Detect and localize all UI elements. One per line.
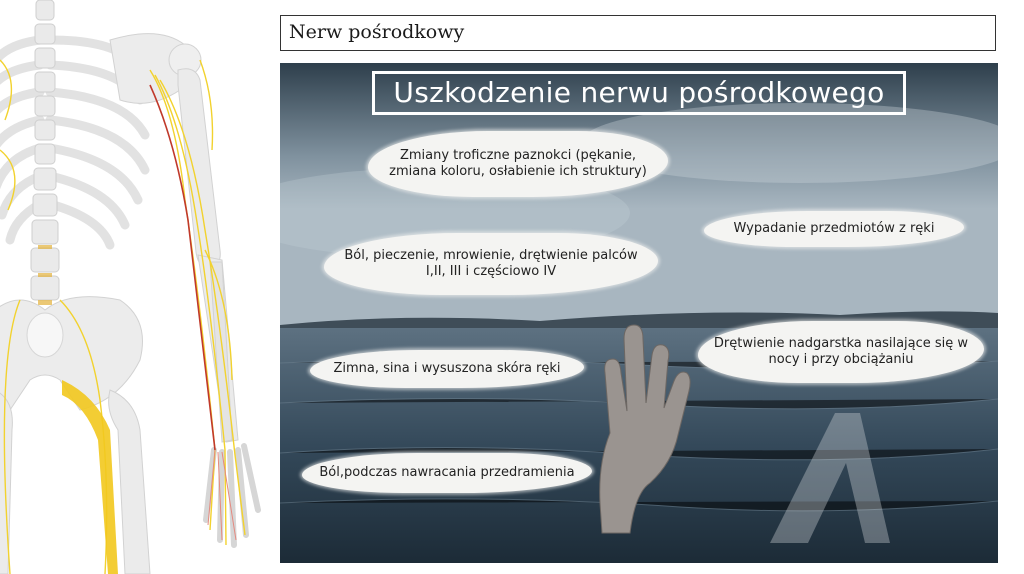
symptom-text: Zmiany troficzne paznokci (pękanie, zmiana koloru, osłabienie ich struktury) xyxy=(389,148,647,179)
symptom-label-wrist xyxy=(698,321,984,383)
symptom-text: Zimna, sina i wysuszona skóra ręki xyxy=(333,361,561,376)
symptom-text: Wypadanie przedmiotów z ręki xyxy=(733,221,935,236)
symptom-label-skin xyxy=(310,350,584,388)
symptom-text: Ból, pieczenie, mrowienie, drętwienie palców I,II, III i częściowo IV xyxy=(344,248,638,279)
symptom-label-pain xyxy=(324,233,658,295)
symptom-text: Drętwienie nadgarstka nasilające się w nocy i przy obciążaniu xyxy=(713,336,969,367)
drowning-hand-photo xyxy=(280,63,998,563)
symptom-label-nails xyxy=(368,131,668,197)
slide-title: Nerw pośrodkowy xyxy=(289,21,465,43)
photo-headline: Uszkodzenie nerwu pośrodkowego xyxy=(393,76,885,109)
headline-frame xyxy=(372,71,906,115)
slide-title-box xyxy=(280,15,996,51)
symptom-label-pronation xyxy=(302,453,592,493)
symptom-label-dropping xyxy=(704,211,964,247)
symptom-text: Ból,podczas nawracania przedramienia xyxy=(319,465,575,480)
anatomy-illustration xyxy=(0,0,270,574)
